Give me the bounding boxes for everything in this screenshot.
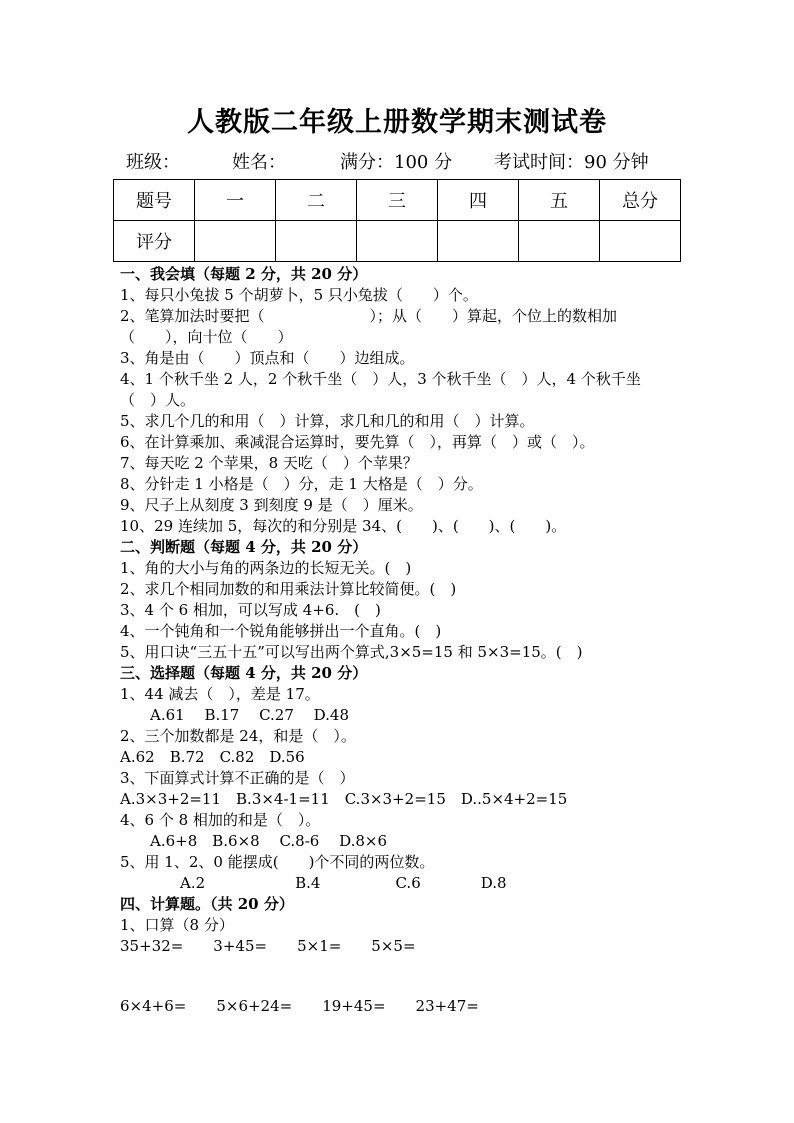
class-label: 班级：: [126, 152, 180, 173]
option-line: A.6+8 B.6×8 C.8-6 D.8×6: [120, 832, 388, 850]
question-line: 4、6 个 8 相加的和是（ ）。: [120, 811, 321, 829]
section-2-heading: 二、判断题（每题 4 分，共 20 分）: [120, 538, 368, 556]
header-cell-5: 五: [519, 180, 600, 221]
question-line: 2、笔算加法时要把（ ）；从（ ）算起，个位上的数相加: [120, 307, 618, 325]
question-line: 3、下面算式计算不正确的是（ ）: [120, 769, 355, 787]
question-line: （ ）人。: [120, 391, 196, 409]
section-4-heading: 四、计算题。（共 20 分）: [120, 895, 294, 913]
score-cell-2[interactable]: [276, 221, 357, 262]
question-line: 3、角是由（ ）顶点和（ ）边组成。: [120, 349, 415, 367]
question-line: 2、三个加数都是 24，和是（ ）。: [120, 727, 356, 745]
header-cell-2: 二: [276, 180, 357, 221]
header-cell-4: 四: [438, 180, 519, 221]
score-cell-total[interactable]: [600, 221, 681, 262]
calc-row: 35+32= 3+45= 5×1= 5×5=: [120, 937, 416, 955]
full-score-label: 满分：100 分: [340, 152, 453, 173]
header-cell-3: 三: [357, 180, 438, 221]
question-line: 3、4 个 6 相加，可以写成 4+6. ( ): [120, 601, 381, 619]
question-line: 9、尺子上从刻度 3 到刻度 9 是（ ）厘米。: [120, 496, 423, 514]
question-line: 4、一个钝角和一个锐角能够拼出一个直角。( ): [120, 622, 442, 640]
question-line: 7、每天吃 2 个苹果，8 天吃（ ）个苹果？: [120, 454, 418, 472]
section-1-heading: 一、我会填（每题 2 分，共 20 分）: [120, 265, 368, 283]
score-table: [113, 179, 681, 262]
question-line: 5、用 1、2、0 能摆成( )个不同的两位数。: [120, 853, 435, 871]
question-line: 4、1 个秋千坐 2 人，2 个秋千坐（ ）人，3 个秋千坐（ ）人，4 个秋千坐: [120, 370, 641, 388]
score-table-header-row: [114, 180, 681, 221]
score-row-label: 评分: [114, 221, 195, 262]
question-line: （ ），向十位（ ）: [120, 328, 293, 346]
header-cell-1: 一: [195, 180, 276, 221]
name-label: 姓名：: [232, 152, 286, 173]
page-title: 人教版二年级上册数学期末测试卷: [187, 107, 607, 138]
score-cell-1[interactable]: [195, 221, 276, 262]
option-line: A.62 B.72 C.82 D.56: [120, 748, 305, 766]
exam-time-label: 考试时间：90 分钟: [494, 152, 649, 173]
question-line: 1、每只小兔拔 5 个胡萝卜，5 只小兔拔（ ）个。: [120, 286, 478, 304]
calc-row: 6×4+6= 5×6+24= 19+45= 23+47=: [120, 997, 479, 1015]
header-cell-total: 总分: [600, 180, 681, 221]
question-line: 10、29 连续加 5，每次的和分别是 34、( )、( )、( )。: [120, 517, 567, 535]
question-line: 6、在计算乘加、乘减混合运算时，要先算（ ），再算（ ）或（ ）。: [120, 433, 595, 451]
score-cell-4[interactable]: [438, 221, 519, 262]
option-line: A.2 B.4 C.6 D.8: [120, 874, 507, 892]
option-line: A.3×3+2=11 B.3×4-1=11 C.3×3+2=15 D..5×4+2=15: [120, 790, 568, 808]
question-line: 1、44 减去（ ），差是 17。: [120, 685, 320, 703]
question-line: 1、角的大小与角的两条边的长短无关。( ): [120, 559, 412, 577]
header-cell-question-no: 题号: [114, 180, 195, 221]
question-line: 5、用口诀“三五十五”可以写出两个算式,3×5=15 和 5×3=15。( ): [120, 643, 583, 661]
question-line: 5、求几个几的和用（ ）计算，求几和几的和用（ ）计算。: [120, 412, 535, 430]
score-cell-3[interactable]: [357, 221, 438, 262]
option-line: A.61 B.17 C.27 D.48: [120, 706, 350, 724]
question-line: 2、求几个相同加数的和用乘法计算比较简便。( ): [120, 580, 457, 598]
question-line: 8、分针走 1 小格是（ ）分，走 1 大格是（ ）分。: [120, 475, 483, 493]
section-3-heading: 三、选择题（每题 4 分，共 20 分）: [120, 664, 368, 682]
score-cell-5[interactable]: [519, 221, 600, 262]
score-table-score-row: [114, 221, 681, 262]
question-line: 1、口算（8 分）: [120, 916, 234, 934]
